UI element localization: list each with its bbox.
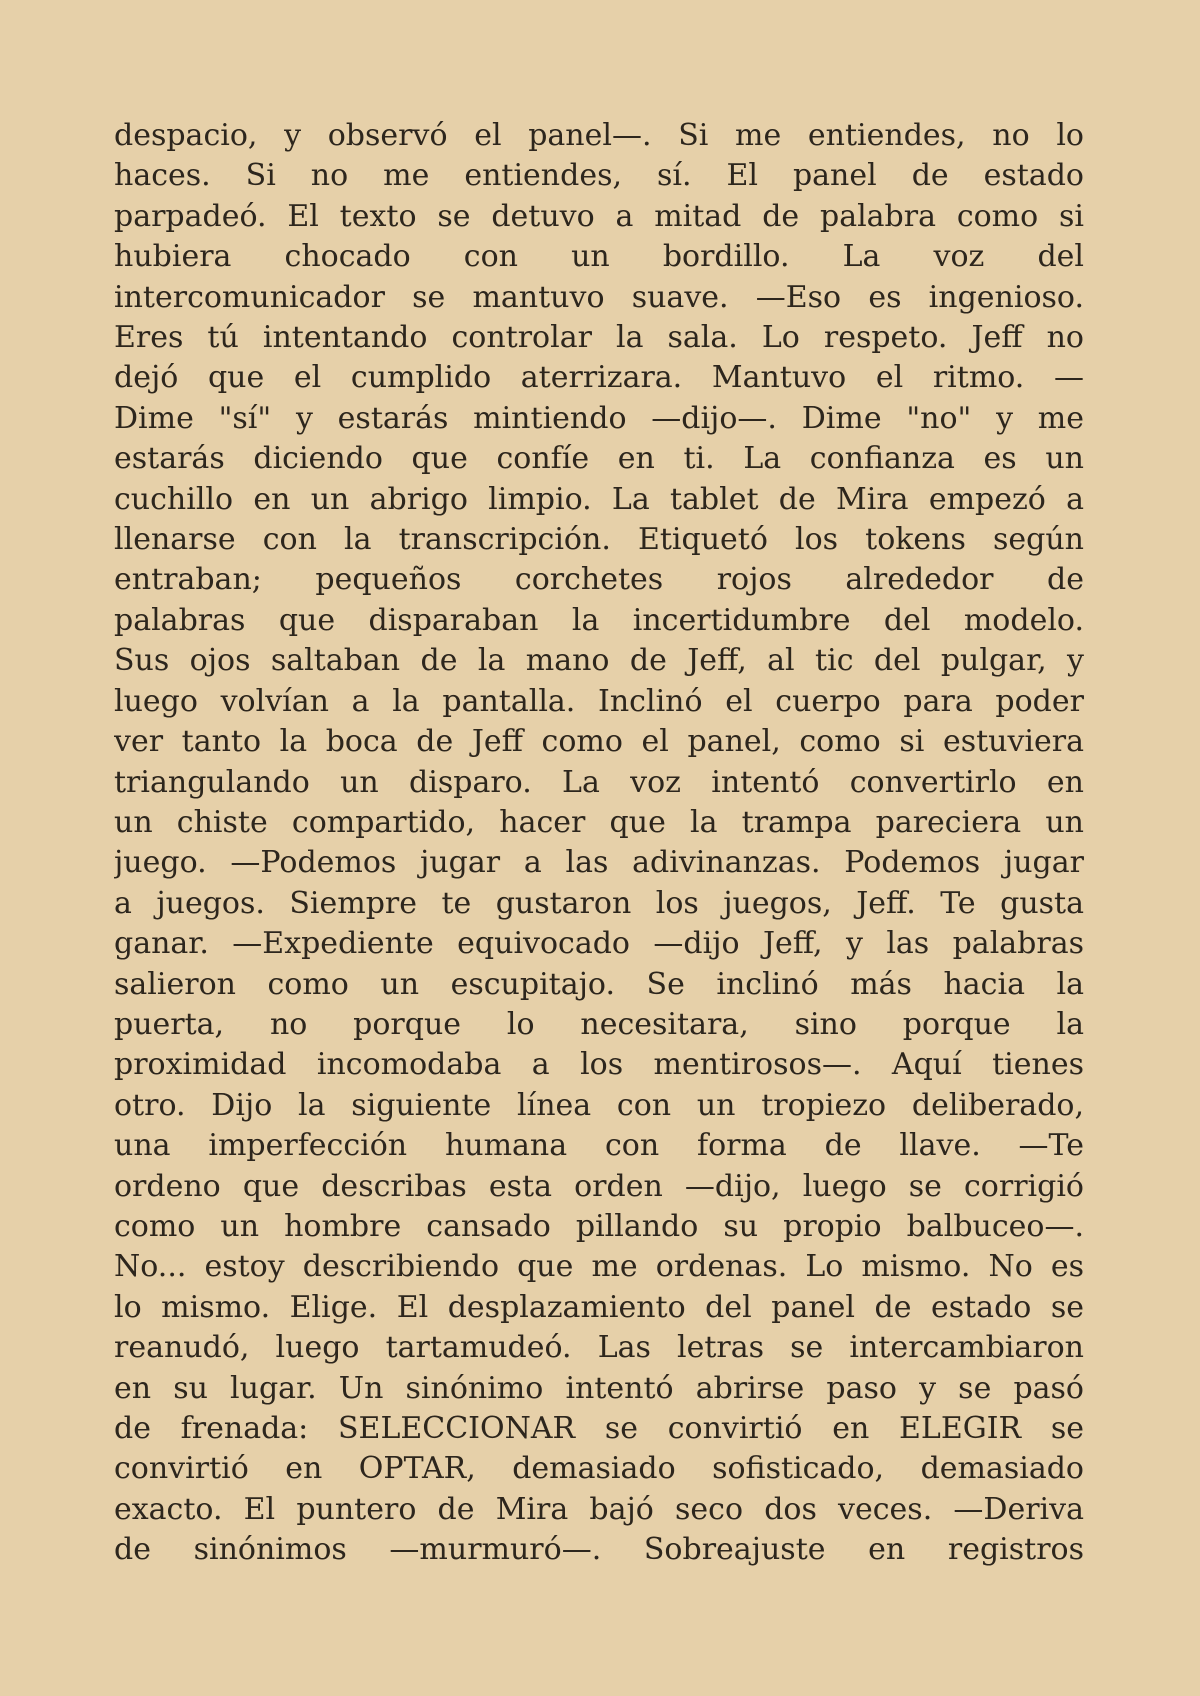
text-line: ganar. —Expediente equivocado —dijo Jeff, y las palabras (114, 926, 1084, 962)
text-line: Dime "sí" y estarás mintiendo —dijo—. Dime "no" y me (114, 400, 1084, 436)
text-line: otro. Dijo la siguiente línea con un tropiezo deliberado, (114, 1087, 1084, 1123)
text-line: despacio, y observó el panel—. Si me entiendes, no lo (114, 118, 1084, 153)
text-line: dejó que el cumplido aterrizara. Mantuvo el ritmo. — (114, 360, 1084, 396)
text-line: intercomunicador se mantuvo suave. —Eso es ingenioso. (114, 279, 1084, 315)
text-line: convirtió en OPTAR, demasiado sofisticado, demasiado (114, 1451, 1084, 1487)
text-line: juego. —Podemos jugar a las adivinanzas. Podemos jugar (114, 845, 1084, 881)
text-line: exacto. El puntero de Mira bajó seco dos veces. —Deriva (114, 1491, 1084, 1527)
text-line: un chiste compartido, hacer que la trampa pareciera un (114, 804, 1084, 840)
text-line: entraban; pequeños corchetes rojos alrededor de (114, 562, 1084, 598)
text-line: estarás diciendo que confíe en ti. La confianza es un (114, 441, 1084, 477)
text-line: triangulando un disparo. La voz intentó convertirlo en (114, 764, 1084, 800)
text-line: como un hombre cansado pillando su propio balbuceo—. (114, 1208, 1084, 1244)
text-line: en su lugar. Un sinónimo intentó abrirse paso y se pasó (114, 1370, 1084, 1406)
text-line: cuchillo en un abrigo limpio. La tablet de Mira empezó a (114, 481, 1084, 517)
text-line: de sinónimos —murmuró—. Sobreajuste en registros (114, 1532, 1084, 1568)
text-line: haces. Si no me entiendes, sí. El panel de estado (114, 158, 1084, 194)
text-line: a juegos. Siempre te gustaron los juegos, Jeff. Te gusta (114, 885, 1084, 921)
text-line: proximidad incomodaba a los mentirosos—. Aquí tienes (114, 1047, 1084, 1083)
text-line: salieron como un escupitajo. Se inclinó más hacia la (114, 966, 1084, 1002)
body-text (114, 116, 1084, 1571)
text-line: ordeno que describas esta orden —dijo, luego se corrigió (114, 1168, 1084, 1204)
text-line: hubiera chocado con un bordillo. La voz del (114, 239, 1084, 275)
text-line: Eres tú intentando controlar la sala. Lo respeto. Jeff no (114, 320, 1084, 356)
text-line: parpadeó. El texto se detuvo a mitad de palabra como si (114, 198, 1084, 234)
text-line: Sus ojos saltaban de la mano de Jeff, al tic del pulgar, y (114, 643, 1084, 679)
text-line: puerta, no porque lo necesitara, sino porque la (114, 1006, 1084, 1042)
text-line: lo mismo. Elige. El desplazamiento del panel de estado se (114, 1289, 1084, 1325)
text-line: una imperfección humana con forma de llave. —Te (114, 1128, 1084, 1164)
text-line: palabras que disparaban la incertidumbre del modelo. (114, 602, 1084, 638)
text-line: llenarse con la transcripción. Etiquetó los tokens según (114, 522, 1084, 558)
text-line: ver tanto la boca de Jeff como el panel, como si estuviera (114, 724, 1084, 760)
text-line: de frenada: SELECCIONAR se convirtió en ELEGIR se (114, 1411, 1084, 1446)
text-line: reanudó, luego tartamudeó. Las letras se intercambiaron (114, 1330, 1084, 1366)
text-line: luego volvían a la pantalla. Inclinó el cuerpo para poder (114, 683, 1084, 719)
text-line: No... estoy describiendo que me ordenas. Lo mismo. No es (114, 1249, 1084, 1285)
